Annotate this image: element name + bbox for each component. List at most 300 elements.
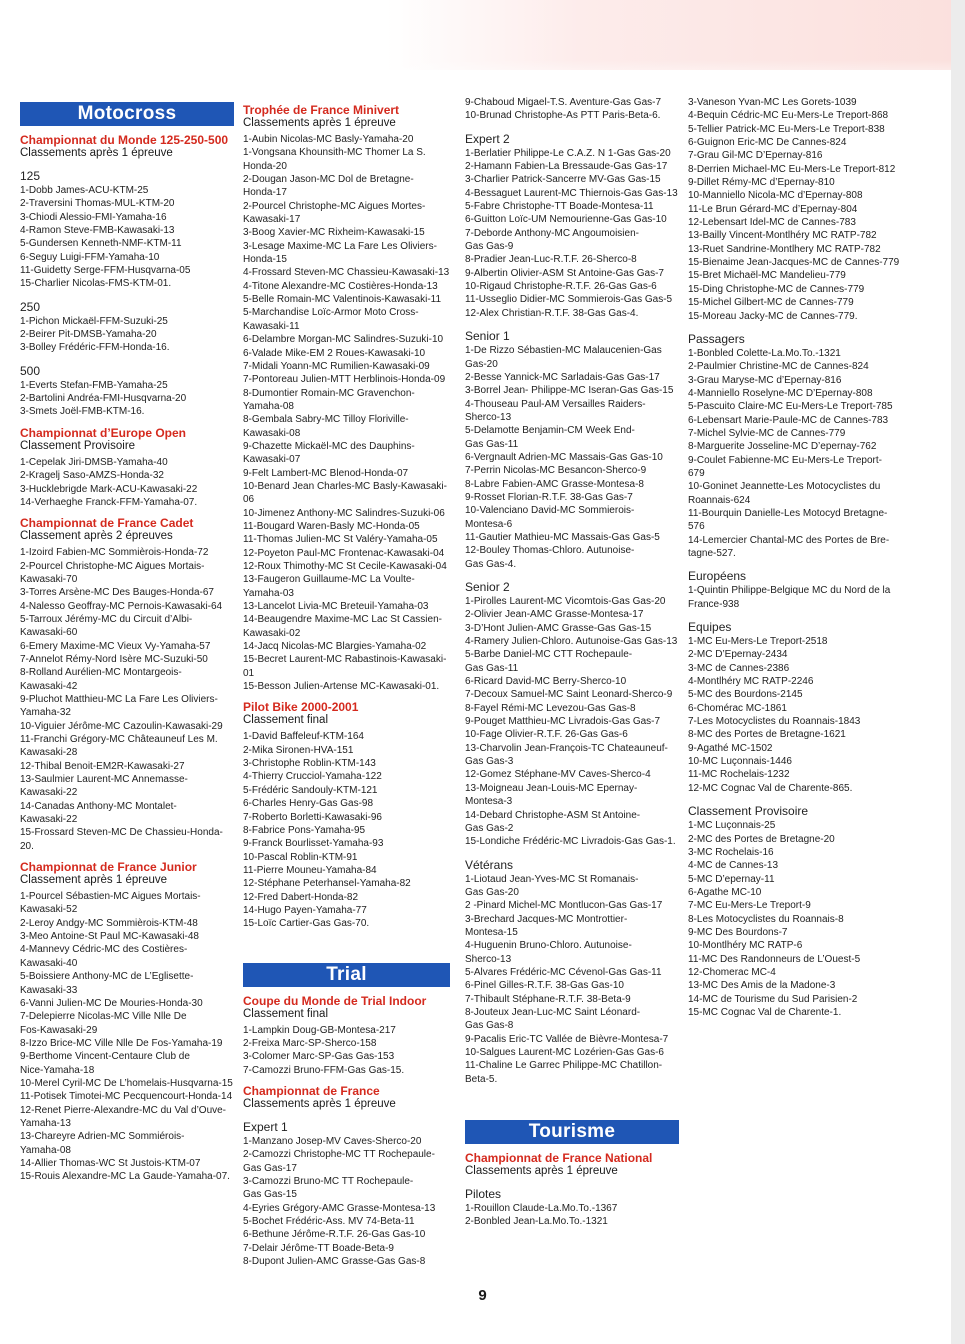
result-line: 12-Lebensart Idel-MC de Cannes-783 — [688, 217, 856, 229]
result-line: 7-Delepierre Nicolas-MC Ville Nlle De — [20, 1011, 187, 1023]
result-line: Kawasaki-07 — [243, 454, 301, 466]
result-line: 3-Lesage Maxime-MC La Fare Les Oliviers- — [243, 240, 437, 252]
result-line: 9-Chazette Mickaël-MC des Dauphins- — [243, 440, 415, 452]
result-line: 4-Thouseau Paul-AM Versailles Raiders- — [465, 398, 646, 410]
result-line: 6-Charles Henry-Gas Gas-98 — [243, 798, 374, 810]
result-line: 13-Chareyre Adrien-MC Sommiérois- — [20, 1131, 185, 1143]
result-line: 6-Seguy Luigi-FFM-Yamaha-10 — [20, 251, 160, 263]
result-line: 1-Vongsana Khounsith-MC Thomer La S. — [243, 147, 426, 159]
result-line: 1-Rouillon Claude-La.Mo.To.-1367 — [465, 1203, 618, 1215]
result-line: 2-Paulmier Christine-MC de Cannes-824 — [688, 361, 869, 373]
result-line: 11-Franchi Grégory-MC Châteauneuf Les M. — [20, 734, 218, 745]
result-line: Gas Gas-15 — [243, 1189, 297, 1201]
result-line: 9-MC Des Bourdons-7 — [688, 926, 788, 938]
result-line: 11-Usseglio Didier-MC Sommierois-Gas Gas-5 — [465, 294, 673, 306]
result-line: 10-Valenciano David-MC Sommierois- — [465, 505, 635, 517]
result-line: 3-Borrel Jean- Philippe-MC Iseran-Gas Gas-15 — [465, 385, 674, 397]
result-line: 2-Besse Yannick-MC Sarladais-Gas Gas-17 — [465, 371, 660, 383]
result-line: 12-Roux Thimothy-MC St Cecile-Kawasaki-04 — [243, 561, 447, 572]
result-line: 14-Beaugendre Maxime-MC Lac St Cassien- — [243, 614, 442, 626]
result-line: 12-MC Cognac Val de Charente-865. — [688, 782, 853, 794]
result-line: 3-Smets Joël-FMB-KTM-16. — [20, 406, 145, 418]
result-line: 7-Annelot Rémy-Nord Isère MC-Suzuki-50 — [20, 653, 208, 665]
result-line: 7-MC Eu-Mers-Le Treport-9 — [688, 900, 811, 912]
result-line: 11-Guidetty Serge-FFM-Husqvarna-05 — [20, 265, 191, 277]
result-line: 2-Camozzi Christophe-MC TT Rochepaule- — [243, 1149, 435, 1161]
result-line: 12-Fred Dabert-Honda-82 — [243, 891, 359, 903]
result-line: 7-Deborde Anthony-MC Angoumoisien- — [465, 227, 639, 239]
result-line: 2-Bartolini Andréa-FMI-Husqvarna-20 — [20, 393, 187, 405]
result-line: 2-Hamann Fabien-La Bressaude-Gas Gas-17 — [465, 161, 668, 173]
section-spacer — [465, 1086, 679, 1114]
championship-title: Trophée de France Minivert — [243, 103, 400, 117]
result-line: 2-Beirer Pit-DMSB-Yamaha-20 — [20, 329, 157, 341]
result-line: 10-Jimenez Anthony-MC Salindres-Suzuki-06 — [243, 507, 445, 519]
category-heading: Expert 2 — [465, 131, 510, 146]
results-list — [688, 347, 900, 561]
result-line: Kawasaki-40 — [20, 957, 78, 969]
result-line: Fos-Kawasaki-29 — [20, 1024, 98, 1036]
results-list — [465, 147, 679, 320]
result-line: Kawasaki-22 — [20, 787, 78, 799]
result-line: Gas Gas-4. — [465, 558, 517, 570]
result-line: 3-Brechard Jacques-MC Montrottier- — [465, 913, 628, 925]
result-line: 15-Rouis Alexandre-MC La Gaude-Yamaha-07. — [20, 1171, 230, 1183]
result-line: 4-Frossard Steven-MC Chassieu-Kawasaki-13 — [243, 267, 450, 279]
page-number: 9 — [478, 1287, 487, 1304]
result-line: 2 -Pinard Michel-MC Montlucon-Gas Gas-17 — [465, 900, 663, 912]
result-line: 15-Charlier Nicolas-FMS-KTM-01. — [20, 278, 172, 290]
result-line: Yamaha-03 — [243, 587, 294, 599]
result-line: 10-Fage Olivier-R.T.F. 26-Gas Gas-6 — [465, 729, 628, 741]
result-line: 5-Gundersen Kenneth-NMF-KTM-11 — [20, 238, 182, 250]
result-line: 15-Londiche Frédéric-MC Livradois-Gas Gas-1. — [465, 836, 676, 848]
result-line: Gas Gas-17 — [243, 1162, 297, 1174]
result-line: 8-Fayel Rémi-MC Levezou-Gas Gas-8 — [465, 702, 636, 714]
result-line: 3-MC Rochelais-16 — [688, 846, 774, 858]
result-line: 3-Hucklebrigde Mark-ACU-Kawasaki-22 — [20, 483, 198, 495]
result-line: 1-Pichon Mickaël-FFM-Suzuki-25 — [20, 315, 168, 327]
results-list — [465, 96, 679, 123]
results-list — [243, 133, 450, 693]
result-line: 2-Kragelj Saso-AMZS-Honda-32 — [20, 470, 164, 482]
results-list — [20, 379, 234, 419]
result-line: Yamaha-13 — [20, 1117, 71, 1129]
result-line: 9-Felt Lambert-MC Blenod-Honda-07 — [243, 467, 409, 479]
category-heading: 250 — [20, 299, 41, 314]
result-line: Sherco-13 — [465, 411, 512, 423]
section-banner: Motocross — [20, 102, 234, 126]
result-line: 9-Franck Bourlisset-Yamaha-93 — [243, 838, 384, 850]
result-line: 8-MC des Portes de Bretagne-1621 — [688, 729, 846, 741]
result-line: 12-Chomerac MC-4 — [688, 966, 776, 978]
result-line: 2-Traversini Thomas-MUL-KTM-20 — [20, 198, 175, 210]
result-line: 9-Chaboud Migael-T.S. Aventure-Gas Gas-7 — [465, 97, 662, 108]
result-line: Kawasaki-17 — [243, 214, 301, 226]
result-line: 8-Marguerite Josseline-MC D’epernay-762 — [688, 441, 877, 453]
results-list — [243, 1024, 450, 1077]
result-line: 12-Poyeton Paul-MC Frontenac-Kawasaki-04 — [243, 547, 445, 559]
result-line: 10-Rigaud Christophe-R.T.F. 26-Gas Gas-6 — [465, 281, 657, 293]
result-line: 2-MC des Portes de Bretagne-20 — [688, 833, 835, 845]
result-line: 1-Aubin Nicolas-MC Basly-Yamaha-20 — [243, 134, 414, 145]
result-line: France-938 — [688, 598, 740, 610]
result-line: 13-Faugeron Guillaume-MC La Voulte- — [243, 574, 415, 586]
result-line: 2-Pourcel Christophe-MC Aigues Mortes- — [243, 200, 426, 212]
category-heading: Passagers — [688, 331, 745, 346]
classification-subtitle: Classement après 1 épreuve — [20, 874, 168, 887]
result-line: 3-Bolley Frédéric-FFM-Honda-16. — [20, 342, 170, 354]
championship-title: Championnat de France — [243, 1083, 380, 1098]
result-line: 2-Leroy Andgy-MC Sommièrois-KTM-48 — [20, 917, 198, 929]
result-line: 3-Meo Antoine-St Paul MC-Kawasaki-48 — [20, 931, 199, 943]
result-line: 14-Debard Christophe-ASM St Antoine- — [465, 809, 641, 821]
result-line: 5-Delamotte Benjamin-CM Week End- — [465, 425, 635, 437]
result-line: tagne-527. — [688, 548, 736, 559]
result-line: Yamaha-08 — [20, 1144, 71, 1156]
result-line: 5-Marchandise Loïc-Armor Moto Cross- — [243, 307, 419, 319]
result-line: Kawasaki-52 — [20, 904, 78, 916]
section-banner: Tourisme — [465, 1120, 679, 1144]
result-line: 4-Thierry Crucciol-Yamaha-122 — [243, 771, 382, 783]
result-line: 2-Pourcel Christophe-MC Aigues Mortais- — [20, 560, 205, 572]
results-list — [688, 819, 900, 1019]
result-line: 5-Tarroux Jérémy-MC du Circuit d’Albi- — [20, 613, 193, 625]
result-line: Nice-Yamaha-18 — [20, 1064, 95, 1076]
result-line: 11-Bougard Waren-Basly MC-Honda-05 — [243, 520, 420, 532]
result-line: 14-Jacq Nicolas-MC Blargies-Yamaha-02 — [243, 641, 427, 653]
result-line: Kawasaki-70 — [20, 573, 78, 585]
result-line: 4-Ramery Julien-Chloro. Autunoise-Gas Gas-13 — [465, 636, 678, 648]
results-list — [465, 873, 679, 1087]
classification-subtitle: Classement Provisoire — [20, 439, 136, 452]
result-line: 8-Rolland Aurélien-MC Montargeois- — [20, 667, 182, 679]
result-line: 7-Decoux Samuel-MC Saint Leonard-Sherco-9 — [465, 689, 673, 701]
result-line: 9-Pacalis Eric-TC Vallée de Bièvre-Montesa-7 — [465, 1033, 669, 1045]
result-line: 9-Coulet Fabienne-MC Eu-Mers-Le Treport- — [688, 454, 882, 466]
category-heading: Classement Provisoire — [688, 804, 809, 819]
category-heading: Vétérans — [465, 857, 514, 872]
result-line: 5-MC des Bourdons-2145 — [688, 689, 803, 701]
result-line: 8-Les Motocyclistes du Roannais-8 — [688, 913, 844, 925]
result-line: 4-MC de Cannes-13 — [688, 860, 779, 872]
classification-subtitle: Classements après 1 épreuve — [20, 147, 173, 159]
result-line: 1-Cepelak Jiri-DMSB-Yamaha-40 — [20, 456, 168, 468]
result-line: Kawasaki-02 — [243, 627, 301, 639]
result-line: 10-Manniello Nicola-MC d’Epernay-808 — [688, 190, 863, 202]
result-line: 14-Hugo Payen-Yamaha-77 — [243, 904, 367, 916]
result-line: 11-Bourquin Danielle-Les Motocyd Bretagne- — [688, 507, 888, 519]
result-line: 5-Frédéric Sandouly-KTM-121 — [243, 784, 378, 796]
result-line: 6-Ricard David-MC Berry-Sherco-10 — [465, 676, 627, 688]
result-line: 4-Huguenin Bruno-Chloro. Autunoise- — [465, 940, 632, 952]
result-line: 4-Nalesso Geoffray-MC Pernois-Kawasaki-64 — [20, 600, 223, 612]
result-line: 11-Le Brun Gérard-MC d’Epernay-804 — [688, 203, 858, 215]
result-line: 10-Pascal Roblin-KTM-91 — [243, 851, 358, 863]
championship-title: Coupe du Monde de Trial Indoor — [243, 993, 427, 1008]
result-line: 1-Manzano Josep-MV Caves-Sherco-20 — [243, 1135, 422, 1147]
result-line: 9-Rosset Florian-R.T.F. 38-Gas Gas-7 — [465, 491, 633, 503]
result-line: Montesa-15 — [465, 926, 518, 938]
result-line: 4-Ramon Steve-FMB-Kawasaki-13 — [20, 225, 175, 237]
result-line: 2-MC D’Epernay-2434 — [688, 649, 788, 661]
results-list — [20, 456, 234, 509]
result-line: 12-Thibal Benoit-EM2R-Kawasaki-27 — [20, 760, 185, 772]
result-line: 3-Colomer Marc-SP-Gas Gas-153 — [243, 1051, 395, 1063]
result-line: Kawasaki-33 — [20, 984, 78, 996]
result-line: 6-Emery Maxime-MC Vieux Vy-Yamaha-57 — [20, 640, 211, 652]
result-line: 7-Grau Gil-MC D’Epernay-816 — [688, 150, 823, 162]
championship-title: Championnat de France National — [465, 1151, 653, 1166]
result-line: 1-MC Luçonnais-25 — [688, 820, 776, 832]
result-line: 8-Gembala Sabry-MC Tilloy Floriville- — [243, 414, 409, 426]
result-line: 8-Labre Fabien-AMC Grasse-Montesa-8 — [465, 478, 644, 490]
result-line: 1-Liotaud Jean-Yves-MC St Romanais- — [465, 873, 639, 885]
result-line: 12-Stéphane Peterhansel-Yamaha-82 — [243, 878, 411, 890]
result-line: Yamaha-32 — [20, 707, 71, 719]
result-line: Montesa-3 — [465, 796, 513, 808]
result-line: 15-Besson Julien-Artense MC-Kawasaki-01. — [243, 681, 440, 693]
result-line: 8-Jouteux Jean-Luc-MC Saint Léonard- — [465, 1006, 641, 1018]
result-line: 15-Ding Christophe-MC de Cannes-779 — [688, 283, 865, 295]
classification-subtitle: Classement après 2 épreuves — [20, 530, 173, 543]
result-line: 1-Lampkin Doug-GB-Montesa-217 — [243, 1024, 396, 1036]
result-line: 3-D’Hont Julien-AMC Grasse-Gas Gas-15 — [465, 622, 652, 634]
result-line: Kawasaki-08 — [243, 427, 301, 439]
result-line: 1-Pourcel Sébastien-MC Aigues Mortais- — [20, 891, 201, 903]
result-line: 9-Berthome Vincent-Centaure Club de — [20, 1051, 190, 1063]
classification-subtitle: Classements après 1 épreuve — [465, 1165, 618, 1178]
result-line: 1-David Baffeleuf-KTM-164 — [243, 731, 364, 743]
result-line: 3-Grau Maryse-MC d’Epernay-816 — [688, 374, 842, 386]
classification-subtitle: Classement final — [243, 1007, 329, 1020]
result-line: Kawasaki-11 — [243, 320, 300, 332]
category-heading: Pilotes — [465, 1187, 502, 1202]
result-line: Honda-15 — [243, 254, 287, 266]
classification-subtitle: Classements après 1 épreuve — [243, 117, 396, 129]
result-line: 11-MC Des Randonneurs de L’Ouest-5 — [688, 953, 861, 965]
result-line: 7-Camozzi Bruno-FFM-Gas Gas-15. — [243, 1064, 405, 1076]
page-edge-shadow — [951, 0, 965, 1344]
result-line: 7-Les Motocyclistes du Roannais-1843 — [688, 716, 861, 728]
result-line: 8-Derrien Michael-MC Eu-Mers-Le Treport-812 — [688, 163, 896, 175]
championship-title: Pilot Bike 2000-2001 — [243, 700, 359, 715]
result-line: 11-Chaline Le Garrec Philippe-MC Chatillon- — [465, 1060, 663, 1072]
result-line: 7-Roberto Borletti-Kawasaki-96 — [243, 811, 382, 823]
result-line: Gas Gas-11 — [465, 662, 519, 674]
result-line: 4-Eyries Grégory-AMC Grasse-Montesa-13 — [243, 1202, 436, 1214]
result-line: 9-Dillet Rémy-MC d’Epernay-810 — [688, 177, 835, 189]
result-line: Kawasaki-22 — [20, 814, 78, 826]
results-list — [688, 584, 900, 611]
result-line: 13-MC Des Amis de la Madone-3 — [688, 980, 836, 992]
result-line: 4-Montlhéry MC RATP-2246 — [688, 676, 814, 688]
result-line: 11-Pierre Mouneu-Yamaha-84 — [243, 864, 377, 876]
result-line: 10-MC Luçonnais-1446 — [688, 756, 792, 768]
result-line: Honda-20 — [243, 160, 287, 172]
result-line: Honda-17 — [243, 187, 287, 199]
result-line: 10-Brunad Christophe-As PTT Paris-Beta-6. — [465, 110, 661, 122]
category-heading: Senior 2 — [465, 580, 510, 594]
result-line: 4-Manniello Roselyne-MC D’Epernay-808 — [688, 387, 873, 399]
column-2 — [243, 96, 450, 1284]
column-1 — [20, 96, 234, 1284]
result-line: 1-Everts Stefan-FMB-Yamaha-25 — [20, 379, 168, 391]
result-line: Kawasaki-60 — [20, 627, 78, 639]
category-heading: Européens — [688, 569, 747, 584]
column-3 — [465, 96, 679, 1284]
result-line: 9-Pluchot Matthieu-MC La Fare Les Oliviers- — [20, 693, 218, 705]
result-line: 14-Lemercier Chantal-MC des Portes de Bre- — [688, 534, 890, 546]
result-line: Kawasaki-28 — [20, 747, 78, 759]
result-line: 3-Christophe Roblin-KTM-143 — [243, 758, 376, 770]
result-line: 6-Lebensart Marie-Paule-MC de Cannes-783 — [688, 414, 889, 426]
result-line: 4-Bessaguet Laurent-MC Thiernois-Gas Gas-13 — [465, 187, 678, 199]
classification-subtitle: Classement final — [243, 714, 329, 727]
result-line: 5-Barbe Daniel-MC CTT Rochepaule- — [465, 649, 633, 661]
result-line: 6-Pinel Gilles-R.T.F. 38-Gas Gas-10 — [465, 980, 624, 992]
category-heading: 125 — [20, 169, 41, 183]
result-line: Kawasaki-42 — [20, 680, 78, 692]
result-line: 15-MC Cognac Val de Charente-1. — [688, 1006, 842, 1018]
results-list — [243, 1135, 450, 1268]
result-line: 6-Guitton Loïc-UM Nemourienne-Gas Gas-10 — [465, 214, 667, 226]
result-line: 12-Bouley Thomas-Chloro. Autunoise- — [465, 545, 635, 557]
result-line: 6-Agathe MC-10 — [688, 886, 762, 898]
result-line: 15-Bret Michaël-MC Mandelieu-779 — [688, 270, 846, 282]
result-line: 4-Titone Alexandre-MC Costières-Honda-13 — [243, 280, 438, 292]
result-line: 9-Agathé MC-1502 — [688, 742, 773, 754]
result-line: 1-De Rizzo Sébastien-MC Malaucenien-Gas — [465, 345, 662, 357]
result-line: 11-Potisek Timotei-MC Pecquencourt-Honda-14 — [20, 1091, 233, 1103]
result-line: 5-MC D’epernay-11 — [688, 873, 775, 885]
championship-title: Championnat de France Cadet — [20, 516, 194, 531]
result-line: 1-Berlatier Philippe-Le C.A.Z. N 1-Gas Gas-20 — [465, 147, 671, 159]
result-line: 10-Goninet Jeannette-Les Motocyclistes du — [688, 481, 881, 493]
result-line: 6-Guignon Eric-MC De Cannes-824 — [688, 137, 847, 149]
result-line: 12-Alex Christian-R.T.F. 38-Gas Gas-4. — [465, 307, 639, 319]
result-line: 8-Dumontier Romain-MC Gravenchon- — [243, 387, 415, 399]
result-line: 1-MC Eu-Mers-Le Treport-2518 — [688, 636, 828, 648]
result-line: Yamaha-08 — [243, 400, 294, 412]
result-line: 5-Tellier Patrick-MC Eu-Mers-Le Treport-838 — [688, 123, 885, 135]
results-list — [688, 96, 900, 323]
result-line: Gas Gas-20 — [465, 886, 519, 898]
result-line: 12-Gomez Stéphane-MV Caves-Sherco-4 — [465, 769, 651, 781]
championship-title: Championnat d’Europe Open — [20, 425, 187, 440]
result-line: 15-Becret Laurent-MC Rabastinois-Kawasaki-01 — [243, 654, 447, 679]
result-line: 679 — [688, 467, 705, 479]
result-line: 14-Canadas Anthony-MC Montalet- — [20, 800, 177, 812]
section-spacer — [243, 931, 450, 957]
result-line: 1-Pirolles Laurent-MC Vicomtois-Gas Gas-20 — [465, 596, 666, 607]
result-line: 10-Merel Cyril-MC De L’homelais-Husqvarna-15 — [20, 1077, 233, 1089]
result-line: 7-Pontoreau Julien-MTT Herblinois-Honda-09 — [243, 374, 446, 386]
result-line: 14-MC de Tourisme du Sud Parisien-2 — [688, 993, 858, 1005]
results-list — [465, 344, 679, 571]
category-heading: Expert 1 — [243, 1119, 288, 1134]
results-list — [20, 546, 234, 853]
result-line: 3-Charlier Patrick-Sancerre MV-Gas Gas-15 — [465, 174, 661, 186]
category-heading: Equipes — [688, 620, 732, 635]
result-line: Gas Gas-2 — [465, 822, 514, 834]
column-4 — [688, 96, 900, 1284]
result-line: 11-Thomas Julien-MC St Valéry-Yamaha-05 — [243, 534, 438, 546]
result-line: 6-Chomérac MC-1861 — [688, 702, 787, 714]
result-line: Sherco-13 — [465, 953, 512, 965]
result-line: 13-Bailly Vincent-Montlhéry MC RATP-782 — [688, 230, 877, 242]
category-heading: 500 — [20, 363, 41, 378]
result-line: 6-Bethune Jérôme-R.T.F. 26-Gas Gas-10 — [243, 1229, 426, 1241]
result-line: 6-Vanni Julien-MC De Mouries-Honda-30 — [20, 997, 203, 1009]
result-line: 2-Olivier Jean-AMC Grasse-Montesa-17 — [465, 609, 644, 621]
result-line: 13-Lancelot Livia-MC Breteuil-Yamaha-03 — [243, 601, 429, 613]
result-line: 10-Benard Jean Charles-MC Basly-Kawasaki-06 — [243, 480, 447, 506]
result-line: 6-Valade Mike-EM 2 Roues-Kawasaki-10 — [243, 347, 426, 359]
results-list — [20, 890, 234, 1184]
championship-title: Championnat de France Junior — [20, 860, 197, 875]
result-line: 3-Chiodi Alessio-FMI-Yamaha-16 — [20, 211, 167, 223]
result-line: Gas Gas-3 — [465, 756, 514, 768]
championship-title: Championnat du Monde 125-250-500 — [20, 133, 229, 147]
result-line: 13-Saulmier Laurent-MC Annemasse- — [20, 774, 188, 786]
classification-subtitle: Classements après 1 épreuve — [243, 1097, 396, 1110]
result-line: 5-Boissiere Anthony-MC de L’Eglisette- — [20, 971, 194, 983]
result-line: 14-Allier Thomas-WC St Justois-KTM-07 — [20, 1157, 201, 1169]
result-line: 3-Torres Arsène-MC Des Bauges-Honda-67 — [20, 587, 214, 599]
result-line: 13-Ruet Sandrine-Montlhery MC RATP-782 — [688, 243, 881, 255]
result-line: 9-Pouget Matthieu-MC Livradois-Gas Gas-7 — [465, 716, 661, 728]
result-line: 576 — [688, 521, 705, 533]
result-line: 3-MC de Cannes-2386 — [688, 662, 790, 674]
result-line: 4-Bequin Cédric-MC Eu-Mers-Le Treport-868 — [688, 110, 889, 122]
result-line: 2-Freixa Marc-SP-Sherco-158 — [243, 1037, 377, 1049]
result-line: 7-Perrin Nicolas-MC Besancon-Sherco-9 — [465, 465, 647, 477]
result-line: 8-Fabrice Pons-Yamaha-95 — [243, 824, 366, 836]
results-list — [243, 730, 450, 930]
result-line: 9-Albertin Olivier-ASM St Antoine-Gas Gas-7 — [465, 267, 664, 279]
result-line: 4-Mannevy Cédric-MC des Costières- — [20, 944, 188, 956]
result-line: 13-Moigneau Jean-Louis-MC Epernay- — [465, 782, 638, 794]
result-line: 10-Montlhéry MC RATP-6 — [688, 940, 803, 952]
result-line: Gas Gas-8 — [465, 1020, 514, 1032]
result-line: 8-Izzo Brice-MC Ville Nlle De Fos-Yamaha-19 — [20, 1037, 223, 1049]
result-line: 15-Frossard Steven-MC De Chassieu-Honda-20. — [20, 827, 223, 852]
category-heading: Senior 1 — [465, 329, 510, 344]
result-line: 1-Dobb James-ACU-KTM-25 — [20, 185, 149, 196]
result-line: 7-Michel Sylvie-MC de Cannes-779 — [688, 427, 846, 439]
result-line: 8-Pradier Jean-Luc-R.T.F. 26-Sherco-8 — [465, 254, 637, 266]
result-line: 8-Dupont Julien-AMC Grasse-Gas Gas-8 — [243, 1256, 426, 1268]
result-line: 3-Boog Xavier-MC Rixheim-Kawasaki-15 — [243, 227, 425, 239]
results-list — [465, 595, 679, 849]
result-line: 12-Renet Pierre-Alexandre-MC du Val d’Ouve- — [20, 1104, 227, 1116]
result-line: 11-Gautier Mathieu-MC Massais-Gas Gas-5 — [465, 531, 660, 543]
result-line: 15-Loïc Cartier-Gas Gas-70. — [243, 918, 370, 930]
result-line: 3-Vaneson Yvan-MC Les Gorets-1039 — [688, 97, 857, 108]
page-header-fade-blend — [0, 60, 965, 90]
result-line: 1-Izoird Fabien-MC Sommièrois-Honda-72 — [20, 547, 209, 559]
result-line: 1-Bonbled Colette-La.Mo.To.-1321 — [688, 347, 841, 359]
results-list — [688, 635, 900, 795]
result-line: Montesa-6 — [465, 518, 513, 530]
result-line: Roannais-624 — [688, 494, 751, 506]
result-line: 15-Bienaime Jean-Jacques-MC de Cannes-779 — [688, 257, 900, 269]
result-line: Gas-20 — [465, 358, 498, 370]
results-list — [20, 315, 234, 355]
result-line: 2-Mika Sironen-HVA-151 — [243, 744, 354, 756]
result-line: 1-Quintin Philippe-Belgique MC du Nord de la — [688, 585, 891, 597]
